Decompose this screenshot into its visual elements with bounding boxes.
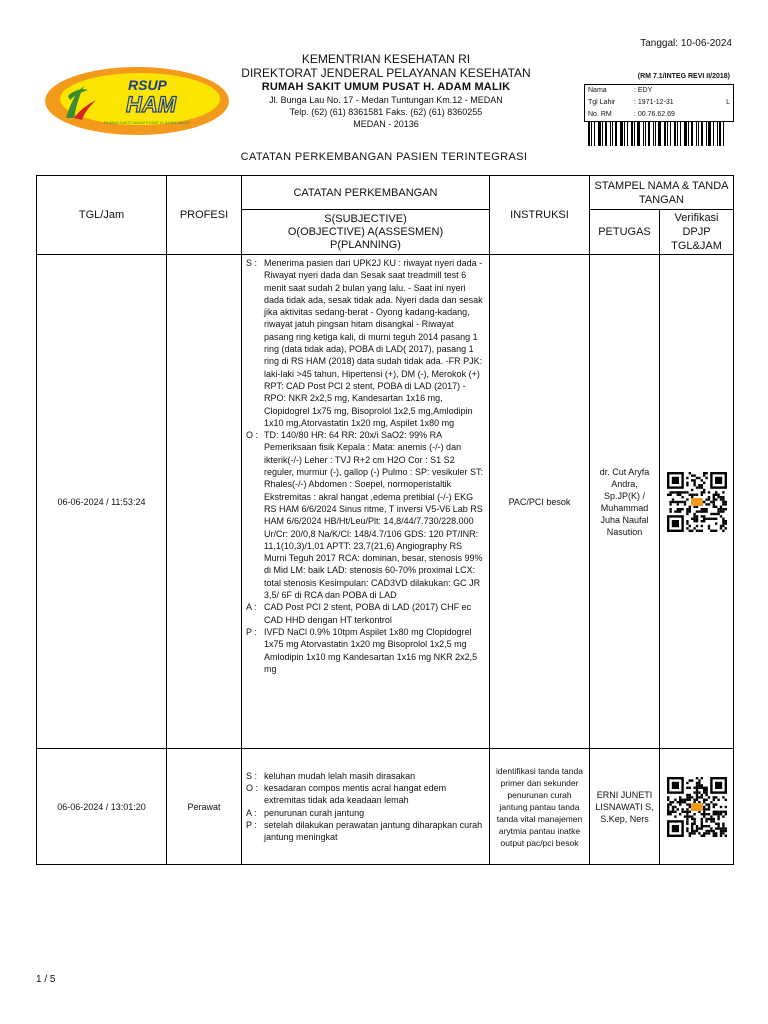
barcode-bar: [612, 122, 613, 146]
svg-text:RSUP: RSUP: [128, 77, 167, 93]
barcode-bar: [645, 122, 646, 146]
patient-barcode: [588, 122, 730, 146]
barcode-bar: [605, 122, 607, 146]
barcode-bar: [653, 122, 654, 146]
barcode-bar: [677, 122, 678, 146]
barcode-bar: [615, 122, 617, 146]
print-date: Tanggal: 10-06-2024: [640, 38, 732, 49]
name-value: : EDY: [634, 87, 653, 94]
progress-notes-table: [36, 175, 734, 865]
barcode-bar: [598, 122, 601, 146]
barcode-bar: [674, 122, 676, 146]
barcode-bar: [624, 122, 625, 146]
barcode-bar: [610, 122, 611, 146]
header-soap: [242, 210, 490, 255]
rm-label: No. RM: [588, 111, 612, 118]
header-verifikasi: Verifikasi DPJP TGL&JAM: [660, 210, 734, 255]
rm-value: : 00.76.62.69: [634, 111, 675, 118]
barcode-bar: [602, 122, 603, 146]
soap-a: A : penurunan curah jantung: [242, 807, 489, 819]
soap-o: O : kesadaran compos mentis acral hangat edem extremitas tidak ada keadaan lemah: [242, 782, 489, 807]
soap-o-text: TD: 140/80 HR: 64 RR: 20x/i SaO2: 99% RA Pemeriksaan fisik Kepala : Mata: anemis (-/-) dan ikterik(-/-) Leher : TVJ R+2 cm H2O Cor : S1 S2 reguler, murmur (-), gallop (-) Pulmo : SP: vesikuler ST: Rhales(-/-) Abdomen : Soepel, normoperistaltik Ekstremitas : akral hangat ,edema pretibial (-/-) EKG RS HAM 6/6/2024 Sinus ritme, T inversi V5-V6 Lab RS HAM 6/6/2024 HB/Ht/Leu/Plt: 14,8/44/7.730/228.000 Ur/Cr: 20/0,8 Na/K/Cl: 148/4.7/106 GDS: 120 PT/INR: 11,1(10,3)/1,01 APTT: 23,7(21,6) Angiography RS Murni Teguh 2017 RCA: dominan, besar, stenosis 99% di Mid LM: baik LAD: stenosis 60-70% proximal LCX: total stenosis Kesimpulan: CAD3VD dilakukan: GC JR 3,5/ 6F di RCA dan POBA di LAD: [264, 430, 484, 601]
row-verifikasi: [660, 749, 734, 865]
row-datetime: 06-06-2024 / 13:01:20: [37, 749, 167, 865]
barcode-bar: [719, 122, 721, 146]
barcode-bar: [701, 122, 703, 146]
header-petugas: PETUGAS: [590, 210, 660, 255]
row-soap: [242, 255, 490, 749]
barcode-bar: [723, 122, 724, 146]
soap-a-text: penurunan curah jantung: [264, 807, 365, 818]
soap-s: S : keluhan mudah lelah masih dirasakan: [242, 770, 489, 782]
barcode-bar: [713, 122, 714, 146]
barcode-bar: [684, 122, 687, 146]
form-code: (RM 7.1/INTEG REVI II/2018): [637, 73, 730, 80]
soap-a-text: CAD Post PCI 2 stent, POBA di LAD (2017) CHF ec CAD HHD dengan HT terkontrol: [264, 602, 472, 625]
barcode-bar: [594, 122, 595, 146]
barcode-bar: [634, 122, 635, 146]
soap-o-text: kesadaran compos mentis acral hangat edem extremitas tidak ada keadaan lemah: [264, 782, 447, 806]
table-row: [37, 255, 734, 749]
hospital-city: MEDAN - 20136: [353, 119, 419, 129]
barcode-bar: [698, 122, 699, 146]
barcode-bar: [591, 122, 592, 146]
header-profesi: PROFESI: [167, 176, 242, 255]
soap-p: P : setelah dilakukan perawatan jantung diharapkan curah jantung meningkat: [242, 819, 489, 844]
header-subjective: S(SUBJECTIVE): [324, 212, 407, 225]
barcode-bar: [648, 122, 650, 146]
barcode-bar: [631, 122, 633, 146]
row-instruksi: identifikasi tanda tanda primer dan sekunder penurunan curah jantung pantau tanda tanda vital manajemen arytmia pantau inatke output pac/pci besok: [490, 749, 590, 865]
soap-s-text: keluhan mudah lelah masih dirasakan: [264, 770, 416, 781]
barcode-bar: [667, 122, 668, 146]
barcode-bar: [627, 122, 628, 146]
qr-code-icon: [667, 472, 727, 532]
soap-a: A : CAD Post PCI 2 stent, POBA di LAD (2017) CHF ec CAD HHD dengan HT terkontrol: [242, 601, 489, 626]
row-datetime: 06-06-2024 / 11:53:24: [37, 255, 167, 749]
dob-value: : 1971-12-31: [634, 99, 674, 106]
row-soap: [242, 749, 490, 865]
barcode-bar: [708, 122, 711, 146]
hospital-logo: [44, 66, 230, 136]
barcode-bar: [691, 122, 693, 146]
barcode-bar: [670, 122, 671, 146]
qr-code-icon: [667, 777, 727, 837]
barcode-bar: [658, 122, 661, 146]
soap-p-text: setelah dilakukan perawatan jantung diharapkan curah jantung meningkat: [264, 819, 483, 843]
row-profesi: [167, 255, 242, 749]
name-label: Nama: [588, 87, 607, 94]
row-verifikasi: [660, 255, 734, 749]
barcode-bar: [620, 122, 623, 146]
barcode-bar: [637, 122, 640, 146]
table-row: [37, 749, 734, 865]
document-title: CATATAN PERKEMBANGAN PASIEN TERINTEGRASI: [240, 151, 528, 163]
row-petugas: dr. Cut Aryfa Andra, Sp.JP(K) / Muhammad Juha Naufal Nasution: [590, 255, 660, 749]
hospital-phone: Telp. (62) (61) 8361581 Faks. (62) (61) 8360255: [289, 107, 483, 117]
barcode-bar: [680, 122, 681, 146]
header-tgl-jam: TGL/Jam: [37, 176, 167, 255]
soap-p: P : IVFD NaCl 0.9% 10tpm Aspilet 1x80 mg Clopidogrel 1x75 mg Atorvastatin 1x20 mg Bisoprolol 1x2,5 mg Amlodipin 1x10 mg Kandesartan 1x16 mg NKR 2x2,5 mg: [242, 626, 489, 675]
row-profesi: Perawat: [167, 749, 242, 865]
patient-info-box: [584, 84, 734, 122]
header-planning: P(PLANNING): [330, 238, 401, 251]
soap-o: O : TD: 140/80 HR: 64 RR: 20x/i SaO2: 99% RA Pemeriksaan fisik Kepala : Mata: anemis (-/-) dan ikterik(-/-) Leher : TVJ R+2 cm H2O Cor : S1 S2 reguler, murmur (-), gallop (-) Pulmo : SP: vesikuler ST: Rhales(-/-) Abdomen : Soepel, normoperistaltik Ekstremitas : akral hangat ,edema pretibial (-/-) EKG RS HAM 6/6/2024 Sinus ritme, T inversi V5-V6 Lab RS HAM 6/6/2024 HB/Ht/Leu/Plt: 14,8/44/7.730/228.000 Ur/Cr: 20/0,8 Na/K/Cl: 148/4.7/106 GDS: 120 PT/INR: 11,1(10,3)/1,01 APTT: 23,7(21,6) Angiography RS Murni Teguh 2017 RCA: dominan, besar, stenosis 99% di Mid LM: baik LAD: stenosis 60-70% proximal LCX: total stenosis Kesimpulan: CAD3VD dilakukan: GC JR 3,5/ 6F di RCA dan POBA di LAD: [246, 430, 484, 601]
dob-label: Tgl Lahir: [588, 99, 616, 106]
barcode-bar: [588, 122, 590, 146]
soap-p-text: IVFD NaCl 0.9% 10tpm Aspilet 1x80 mg Clopidogrel 1x75 mg Atorvastatin 1x20 mg Bisoprolol 1x2,5 mg Amlodipin 1x10 mg Kandesartan 1x16 mg NKR 2x2,5 mg: [264, 626, 478, 674]
svg-text:RUMAH SAKIT UMUM PUSAT H. ADAM: RUMAH SAKIT UMUM PUSAT H. ADAM MALIK: [104, 120, 190, 125]
hospital-name: RUMAH SAKIT UMUM PUSAT H. ADAM MALIK: [261, 81, 511, 93]
header-instruksi: INSTRUKSI: [490, 176, 590, 255]
barcode-bar: [688, 122, 689, 146]
row-instruksi: PAC/PCI besok: [490, 255, 590, 749]
barcode-bar: [696, 122, 697, 146]
barcode-bar: [706, 122, 707, 146]
barcode-bar: [664, 122, 666, 146]
hospital-address: Jl. Bunga Lau No. 17 - Medan Tuntungan Km.12 - MEDAN: [269, 95, 503, 105]
soap-s: S : Menerima pasien dari UPK2J KU : riwayat nyeri dada - Riwayat nyeri dada dan Sesak saat treadmill test 6 menit saat sudah 2 bulan yang lalu. - Saat ini nyeri dada tidak ada, sesak tidak ada. Nyeri dada dan sesak jika aktivitas sedang-berat - Oyong kadang-kadang, riwayat jatuh pingsan hitam disangkal - Riwayat pasang ring ketiga kali, di murni teguh 2014 pasang 1 ring (data tidak ada), POBA di LAD( 2017), pasang 1 ring di RS HAM (2018) data sudah tidak ada. -FR PJK: laki-laki >45 tahun, Hipertensi (+), DM (-), Merokok (+) RPT: CAD Post PCI 2 stent, POBA di LAD (2017) -RPO: NKR 2x2,5 mg, Kandesartan 1x16 mg, Clopidogrel 1x75 mg, Bisoprolol 1x2,5 mg,Amlodipin 1x10 mg,Atorvastatin 1x20 mg, Aspilet 1x80 mg: [242, 257, 489, 429]
page-number: 1 / 5: [36, 974, 56, 985]
ministry-name: KEMENTRIAN KESEHATAN RI: [301, 52, 471, 66]
gender-value: L: [726, 99, 730, 106]
header-objective-assessment: O(OBJECTIVE) A(ASSESMEN): [287, 225, 444, 238]
svg-text:HAM: HAM: [126, 92, 177, 117]
barcode-bar: [717, 122, 718, 146]
row-petugas: ERNI JUNETI LISNAWATI S, S.Kep, Ners: [590, 749, 660, 865]
header-catatan: CATATAN PERKEMBANGAN: [242, 176, 490, 210]
soap-s-text: Menerima pasien dari UPK2J KU : riwayat nyeri dada - Riwayat nyeri dada dan Sesak saat treadmill test 6 menit saat sudah 2 bulan yang lalu. - Saat ini nyeri dada tidak ada, sesak tidak ada. Nyeri dada dan sesak jika aktivitas sedang-berat - Oyong kadang-kadang, riwayat jatuh pingsan hitam disangkal - Riwayat pasang ring ketiga kali, di murni teguh 2014 pasang 1 ring (data tidak ada), POBA di LAD( 2017), pasang 1 ring di RS HAM (2018) data sudah tidak ada. -FR PJK: laki-laki >45 tahun, Hipertensi (+), DM (-), Merokok (+) RPT: CAD Post PCI 2 stent, POBA di LAD (2017) -RPO: NKR 2x2,5 mg, Kandesartan 1x16 mg, Clopidogrel 1x75 mg, Bisoprolol 1x2,5 mg,Amlodipin 1x10 mg,Atorvastatin 1x20 mg, Aspilet 1x80 mg: [264, 258, 483, 428]
header-stampel: STAMPEL NAMA & TANDA TANGAN: [590, 176, 734, 210]
directorate-name: DIREKTORAT JENDERAL PELAYANAN KESEHATAN: [241, 66, 531, 80]
barcode-bar: [643, 122, 644, 146]
barcode-bar: [655, 122, 656, 146]
hospital-header: [226, 52, 546, 130]
